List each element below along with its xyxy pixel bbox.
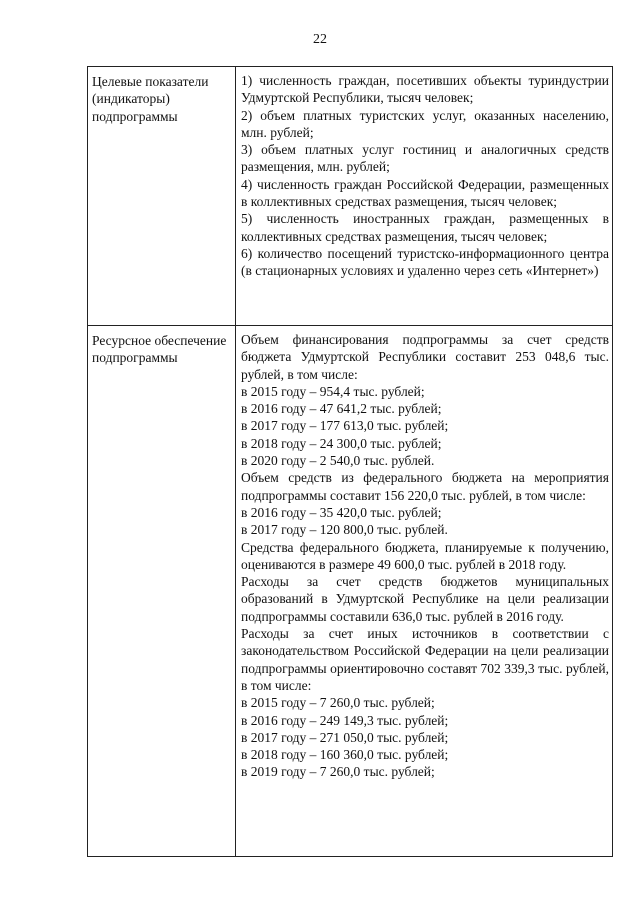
funding-line: в 2017 году – 271 050,0 тыс. рублей; [241,729,449,745]
table-row-target-indicators [88,67,613,326]
funding-line: в 2018 году – 24 300,0 тыс. рублей; [241,435,442,451]
funding-line: в 2015 году – 954,4 тыс. рублей; [241,383,425,399]
funding-line: в 2016 году – 47 641,2 тыс. рублей; [241,401,442,417]
funding-paragraph: Объем средств из федерального бюджета на мероприятия подпрограммы составит 156 220,0 тыс. рублей, в том числе: [241,470,609,503]
funding-paragraph: Средства федерального бюджета, планируемые к получению, оцениваются в размере 49 600,0 тыс. рублей в 2018 году. [241,539,609,572]
row-label: Ресурсное обеспечение подпрограммы [88,326,236,857]
funding-line: в 2017 году – 120 800,0 тыс. рублей. [241,522,448,538]
indicator-item: 1) численность граждан, посетивших объекты туриндустрии Удмуртской Республики, тысяч человек; [241,73,609,106]
indicator-item: 4) численность граждан Российской Федерации, размещенных в коллективных средствах размещения, тысяч человек; [241,176,609,210]
indicator-item: 6) количество посещений туристско-информационного центра (в стационарных условиях и удаленно через сеть «Интернет») [241,245,609,279]
row-content [236,326,613,857]
funding-line: в 2015 году – 7 260,0 тыс. рублей; [241,695,435,711]
indicator-item: 3) объем платных услуг гостиниц и аналогичных средств размещения, млн. рублей; [241,142,609,175]
indicator-item: 2) объем платных туристских услуг, оказанных населению, млн. рублей; [241,107,609,140]
row-label: Целевые показатели (индикаторы) подпрограммы [88,67,236,326]
funding-line: в 2020 году – 2 540,0 тыс. рублей. [241,453,435,469]
program-passport-table [87,66,613,857]
funding-paragraph: Объем финансирования подпрограммы за счет средств бюджета Удмуртской Республики составит 253 048,6 тыс. рублей, в том числе: [241,332,609,382]
funding-line: в 2016 году – 35 420,0 тыс. рублей; [241,504,442,520]
indicator-item: 5) численность иностранных граждан, размещенных в коллективных средствах размещения, тысяч человек; [241,211,609,244]
funding-line: в 2018 году – 160 360,0 тыс. рублей; [241,747,449,763]
row-content [236,67,613,326]
funding-line: в 2016 году – 249 149,3 тыс. рублей; [241,712,449,728]
funding-line: в 2019 году – 7 260,0 тыс. рублей; [241,764,435,780]
table-row-resource-provision [88,326,613,857]
funding-line: в 2017 году – 177 613,0 тыс. рублей; [241,418,449,434]
page-number: 22 [313,32,327,47]
funding-paragraph: Расходы за счет средств бюджетов муниципальных образований в Удмуртской Республике на цели реализации подпрограммы составили 636,0 тыс. рублей в 2016 году. [241,574,609,624]
funding-paragraph: Расходы за счет иных источников в соответствии с законодательством Российской Федерации на цели реализации подпрограммы ориентировочно составят 702 339,3 тыс. рублей, в том числе: [241,626,609,693]
